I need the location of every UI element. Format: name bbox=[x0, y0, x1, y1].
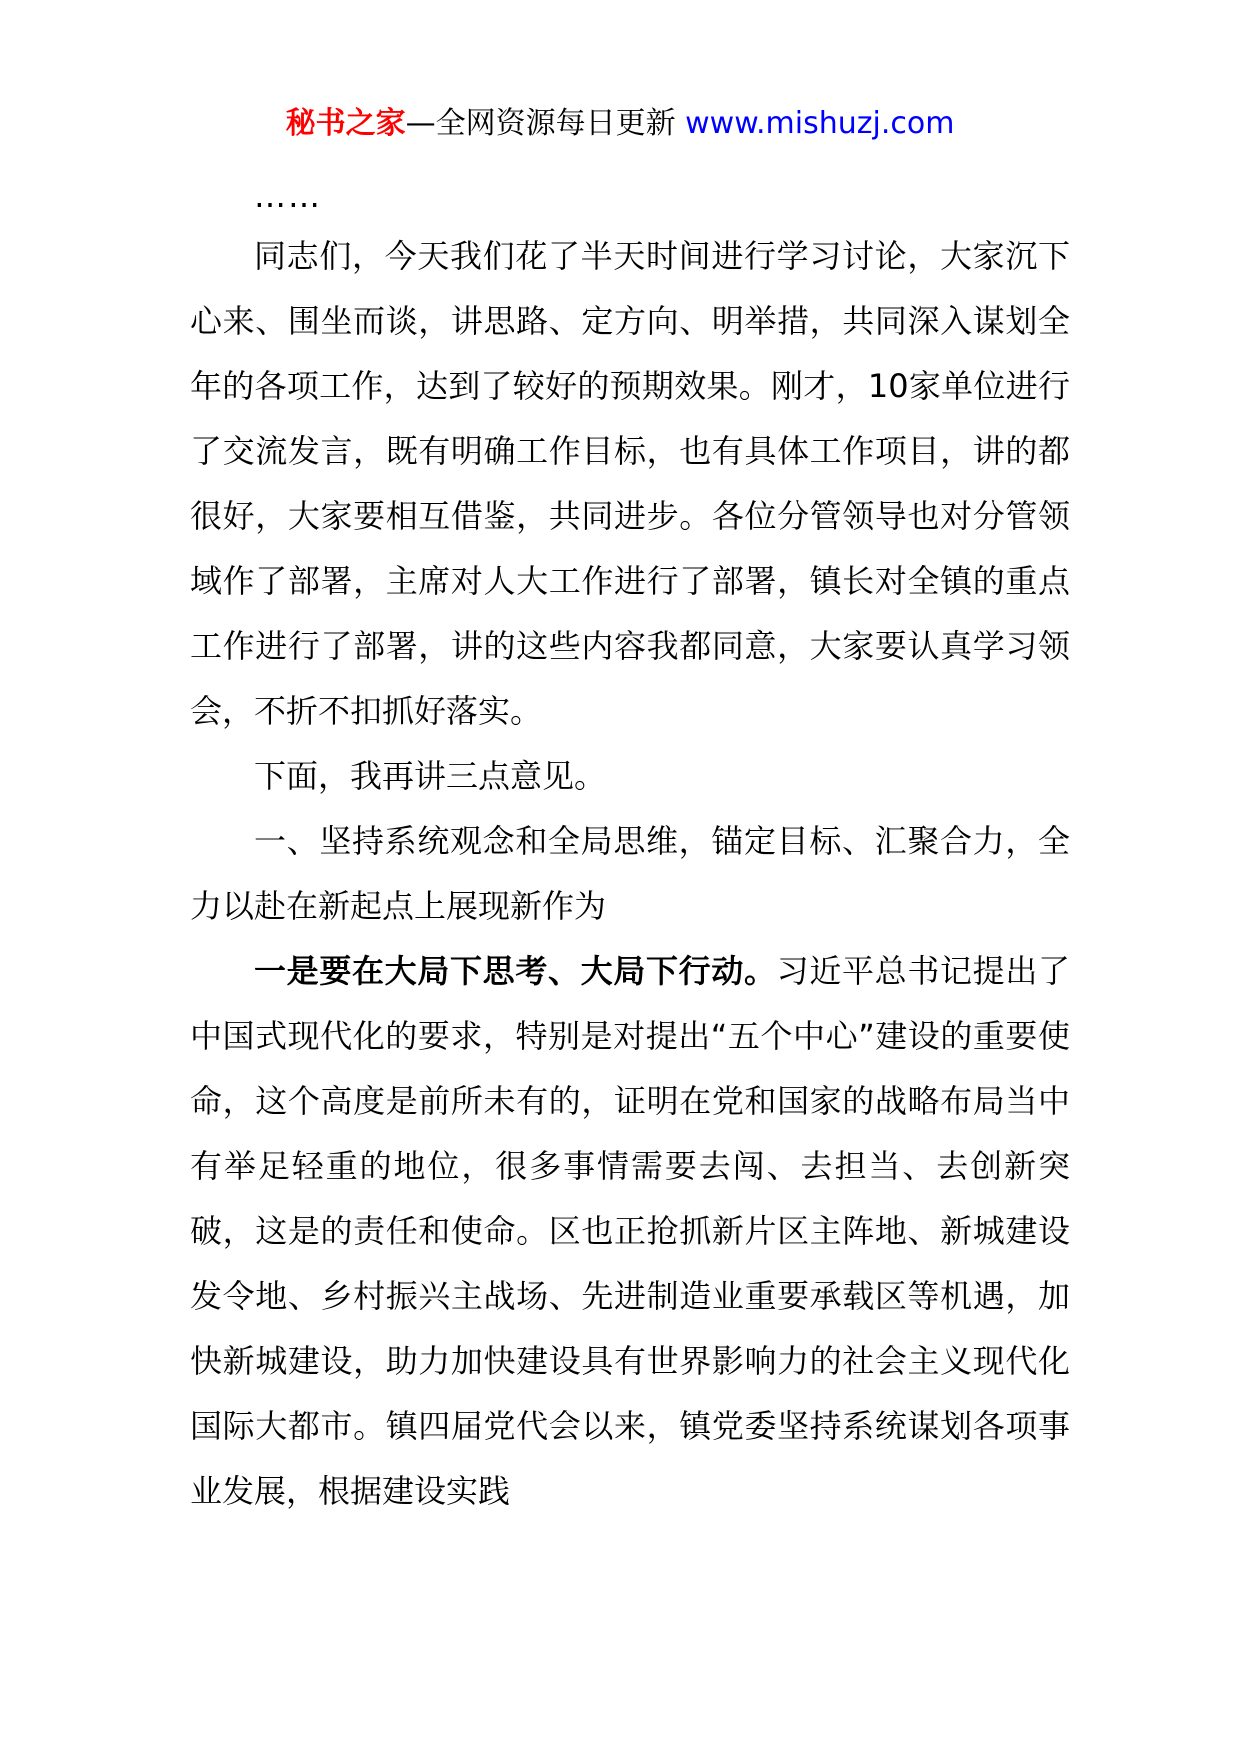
header-tagline: —全网资源每日更新 bbox=[405, 106, 676, 141]
paragraph-intro: 同志们，今天我们花了半天时间进行学习讨论，大家沉下心来、围坐而谈，讲思路、定方向、明举措，共同深入谋划全年的各项工作，达到了较好的预期效果。刚才，10家单位进行了交流发言，既有明确工作目标，也有具体工作项目，讲的都很好，大家要相互借鉴，共同进步。各位分管领导也对分管领域作了部署，主席对人大工作进行了部署，镇长对全镇的重点工作进行了部署，讲的这些内容我都同意，大家要认真学习领会，不折不扣抓好落实。 bbox=[190, 237, 1070, 730]
paragraph-point-one bbox=[190, 939, 1070, 1524]
point-one-lead: 一是要在大局下思考、大局下行动。 bbox=[254, 952, 777, 990]
section-heading-one: 一、坚持系统观念和全局思维，锚定目标、汇聚合力，全力以赴在新起点上展现新作为 bbox=[190, 822, 1070, 925]
page-header bbox=[0, 104, 1240, 144]
brand-name: 秘书之家 bbox=[285, 106, 406, 141]
paragraph-transition: 下面，我再讲三点意见。 bbox=[254, 757, 607, 795]
point-one-body: 习近平总书记提出了中国式现代化的要求，特别是对提出“五个中心”建设的重要使命，这个高度是前所未有的，证明在党和国家的战略布局当中有举足轻重的地位，很多事情需要去闯、去担当、去创新突破，这是的责任和使命。区也正抢抓新片区主阵地、新城建设发令地、乡村振兴主战场、先进制造业重要承载区等机遇，加快新城建设，助力加快建设具有世界影响力的社会主义现代化国际大都市。镇四届党代会以来，镇党委坚持系统谋划各项事业发展，根据建设实践 bbox=[190, 952, 1070, 1510]
ellipsis-line: …… bbox=[254, 177, 322, 215]
document-body bbox=[190, 168, 1070, 1524]
website-link[interactable]: www.mishuzj.com bbox=[685, 106, 955, 141]
